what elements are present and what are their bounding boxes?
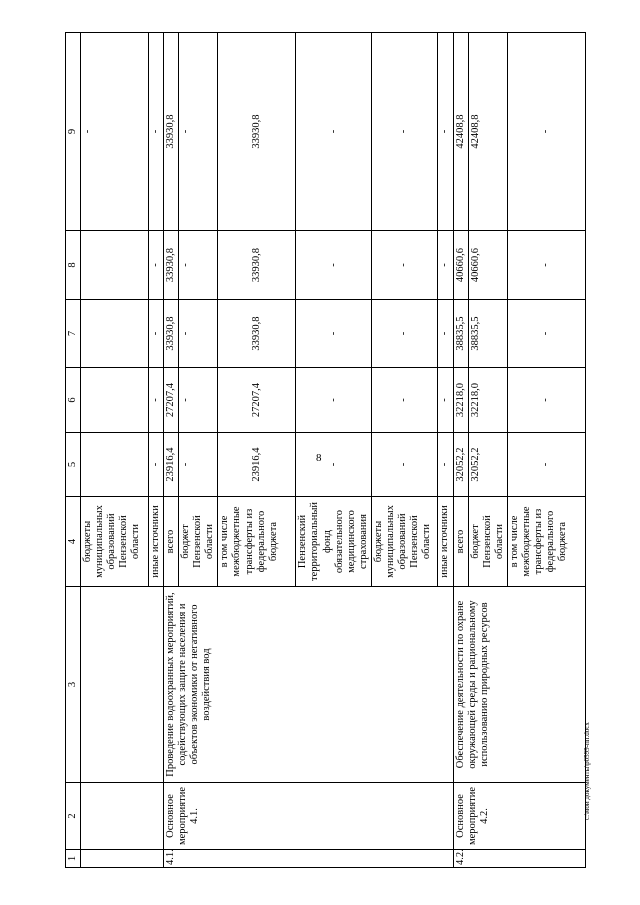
value-cell: -: [508, 231, 586, 300]
value-cell: -: [81, 33, 149, 231]
value-cell: 32052,2: [468, 433, 507, 497]
value-cell: -: [437, 300, 453, 368]
value-cell: [81, 433, 149, 497]
value-cell: -: [296, 433, 371, 497]
value-cell: -: [371, 368, 437, 433]
value-cell: 40660,6: [453, 231, 468, 300]
value-cell: 23916,4: [164, 433, 179, 497]
value-cell: -: [296, 33, 371, 231]
value-cell: -: [508, 433, 586, 497]
source-cell: бюджеты муниципальных образований Пензенской области: [81, 497, 149, 587]
value-cell: -: [179, 433, 218, 497]
value-cell: [81, 231, 149, 300]
value-cell: 27207,4: [164, 368, 179, 433]
page-number: 8: [316, 452, 322, 464]
value-cell: 32052,2: [453, 433, 468, 497]
source-cell: всего: [164, 497, 179, 587]
value-cell: -: [437, 33, 453, 231]
column-header: 3: [66, 587, 81, 783]
source-cell: Пензенский территориальный фонд обязательного медицинского страхования: [296, 497, 371, 587]
row-number: 4.1.: [164, 850, 454, 868]
value-cell: -: [508, 300, 586, 368]
value-cell: 32218,0: [453, 368, 468, 433]
column-header: 9: [66, 33, 81, 231]
column-header: 2: [66, 783, 81, 850]
source-cell: всего: [453, 497, 468, 587]
rotated-table-container: [65, 33, 610, 868]
table-row: [81, 33, 149, 868]
value-cell: 33930,8: [164, 33, 179, 231]
value-cell: 23916,4: [218, 433, 296, 497]
funding-table: [65, 32, 586, 868]
header-row: [66, 33, 81, 868]
source-cell: бюджет Пензенской области: [468, 497, 507, 587]
source-cell: иные источники: [437, 497, 453, 587]
row-number: 4.2.: [453, 850, 585, 868]
value-cell: 38835,5: [453, 300, 468, 368]
value-cell: -: [149, 300, 164, 368]
column-header: 5: [66, 433, 81, 497]
value-cell: -: [296, 231, 371, 300]
value-cell: -: [371, 231, 437, 300]
value-cell: -: [437, 433, 453, 497]
source-cell: бюджет Пензенской области: [179, 497, 218, 587]
value-cell: 33930,8: [164, 231, 179, 300]
column-header: 1: [66, 850, 81, 868]
column-header: 8: [66, 231, 81, 300]
value-cell: -: [179, 300, 218, 368]
value-cell: -: [371, 33, 437, 231]
value-cell: 33930,8: [164, 300, 179, 368]
value-cell: -: [179, 231, 218, 300]
column-header: 4: [66, 497, 81, 587]
measure-description: Обеспечение деятельности по охране окружающей среды и рациональному использованию природных ресурсов: [453, 587, 585, 783]
value-cell: -: [508, 368, 586, 433]
footer-path: c:\мои документы\р0599-пп.docx: [583, 722, 591, 820]
source-cell: в том числе межбюджетные трансферты из федерального бюджета: [508, 497, 586, 587]
measure-description: Проведение водоохранных мероприятий, содействующих защите населения и объектов экономики от негативного воздействия вод: [164, 587, 454, 783]
value-cell: [81, 368, 149, 433]
value-cell: -: [149, 231, 164, 300]
value-cell: [81, 300, 149, 368]
source-cell: иные источники: [149, 497, 164, 587]
value-cell: 32218,0: [468, 368, 507, 433]
column-header: 7: [66, 300, 81, 368]
value-cell: 40660,6: [468, 231, 507, 300]
value-cell: 27207,4: [218, 368, 296, 433]
value-cell: 33930,8: [218, 300, 296, 368]
value-cell: -: [296, 300, 371, 368]
value-cell: 38835,5: [468, 300, 507, 368]
value-cell: 33930,8: [218, 231, 296, 300]
value-cell: -: [296, 368, 371, 433]
value-cell: -: [437, 368, 453, 433]
value-cell: 42408,8: [468, 33, 507, 231]
value-cell: -: [371, 433, 437, 497]
value-cell: -: [149, 33, 164, 231]
value-cell: 33930,8: [218, 33, 296, 231]
source-cell: в том числе межбюджетные трансферты из федерального бюджета: [218, 497, 296, 587]
column-header: 6: [66, 368, 81, 433]
table-row: [164, 33, 179, 868]
table-row: [453, 33, 468, 868]
measure-name: Основное мероприятие 4.1.: [164, 783, 454, 850]
value-cell: -: [149, 433, 164, 497]
value-cell: -: [179, 368, 218, 433]
value-cell: -: [149, 368, 164, 433]
value-cell: -: [179, 33, 218, 231]
source-cell: бюджеты муниципальных образований Пензенской области: [371, 497, 437, 587]
value-cell: 42408,8: [453, 33, 468, 231]
value-cell: -: [371, 300, 437, 368]
measure-name: Основное мероприятие 4.2.: [453, 783, 585, 850]
value-cell: -: [437, 231, 453, 300]
value-cell: -: [508, 33, 586, 231]
